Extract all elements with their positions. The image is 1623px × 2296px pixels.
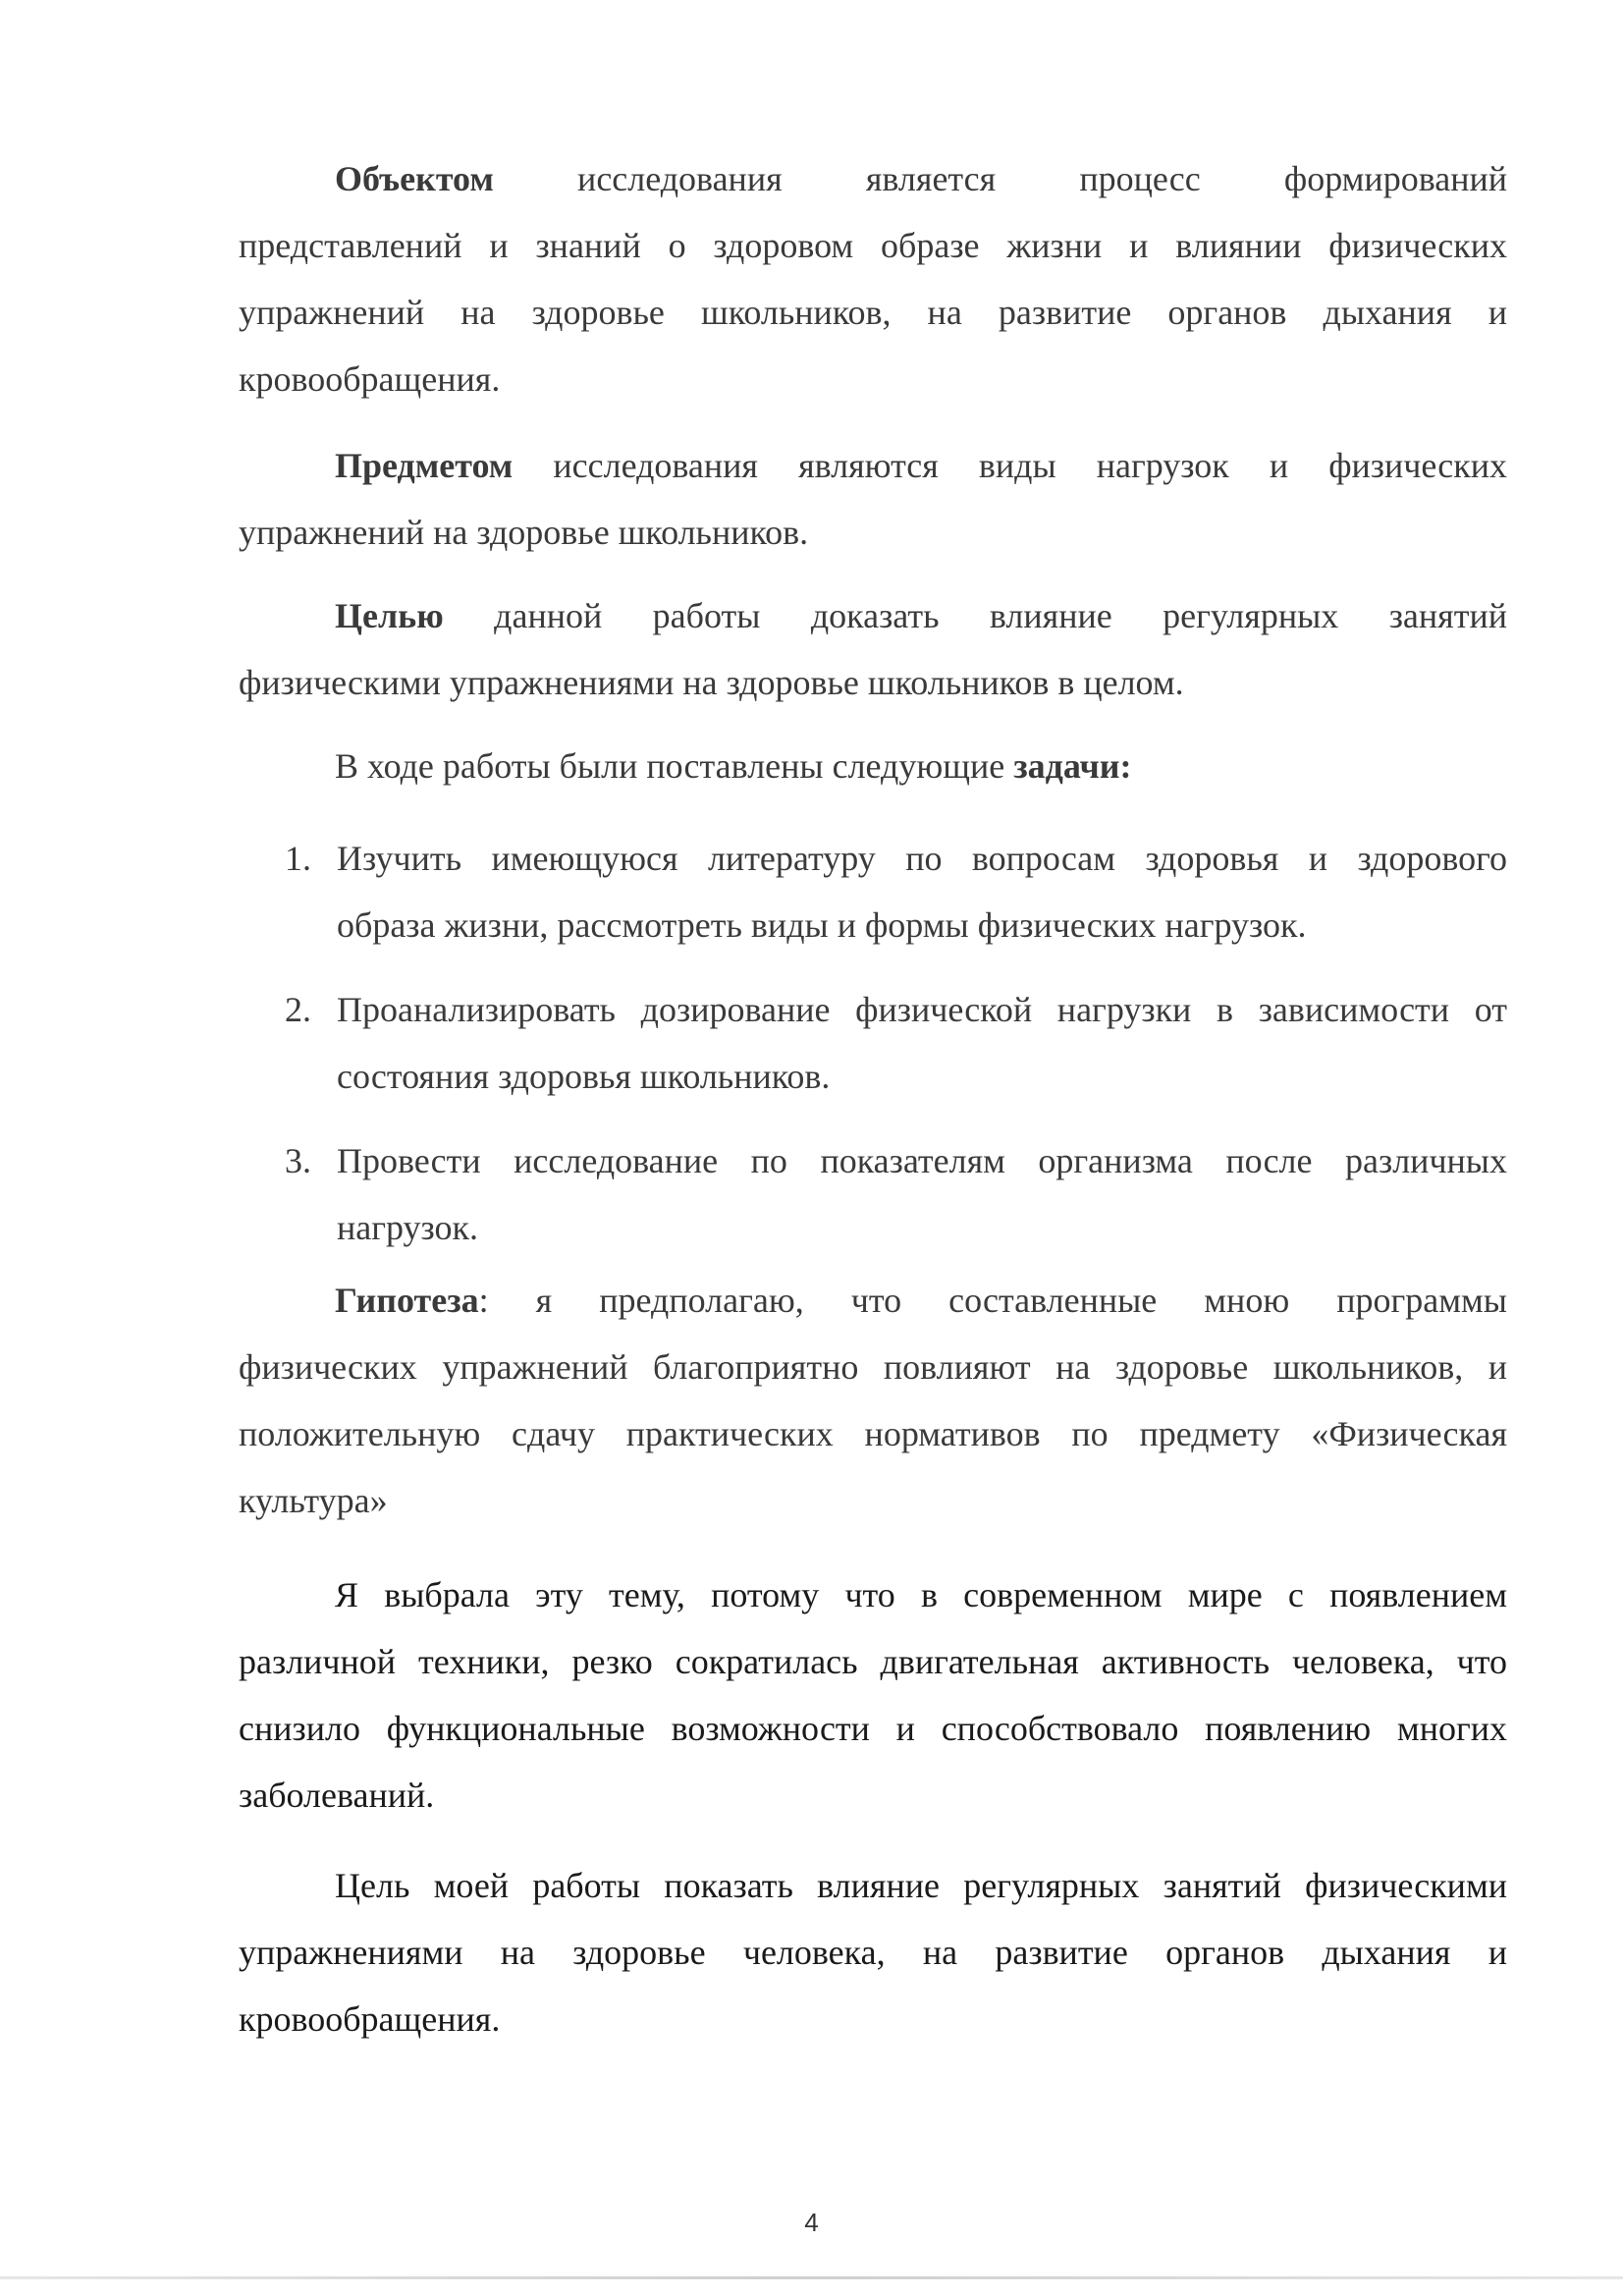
- subject-paragraph-text: упражнений на здоровье школьников.: [239, 513, 809, 552]
- page-number: 4: [804, 2208, 819, 2237]
- topic-paragraph-text: различной техники, резко сократилась двигательная активность человека, что снизило функциональные возможности и способствовало появлению многих заболеваний.: [239, 1642, 1507, 1815]
- task-number: 3.: [285, 1141, 311, 1180]
- task-item-2: [285, 976, 1507, 1110]
- task-text-line-1: Изучить имеющуюся литературу по вопросам здоровья и здорового: [337, 839, 1507, 878]
- subject-paragraph-first-line: [239, 432, 1507, 499]
- subject-first-line-text: исследования являются виды нагрузок и физических: [513, 446, 1507, 485]
- task-text: [337, 976, 1507, 1110]
- goal-first-line-text: данной работы доказать влияние регулярных занятий: [443, 596, 1507, 635]
- aim-paragraph-text: упражнениями на здоровье человека, на развитие органов дыхания и кровообращения.: [239, 1933, 1507, 2039]
- object-paragraph-first-line: [239, 145, 1507, 212]
- task-number: 1.: [285, 839, 311, 878]
- hypothesis-term: Гипотеза: [335, 1281, 479, 1320]
- task-item-1: [285, 825, 1507, 958]
- task-text-line-1: Проанализировать дозирование физической нагрузки в зависимости от: [337, 990, 1507, 1029]
- task-text: [337, 825, 1507, 958]
- object-paragraph: [239, 145, 1507, 412]
- goal-term: Целью: [335, 596, 444, 635]
- tasks-intro-line: [239, 733, 1507, 799]
- hypothesis-paragraph: [239, 1267, 1507, 1534]
- task-item-3: [285, 1127, 1507, 1261]
- task-text-rest: нагрузок.: [337, 1208, 479, 1247]
- hypothesis-paragraph-first-line: [239, 1267, 1507, 1334]
- task-text: [337, 1127, 1507, 1261]
- hypothesis-first-line-text: : я предполагаю, что составленные мною программы: [478, 1281, 1507, 1320]
- aim-paragraph-first-line: Цель моей работы показать влияние регулярных занятий физическими: [335, 1866, 1507, 1905]
- task-text-line-1: Провести исследование по показателям организма после различных: [337, 1141, 1507, 1180]
- tasks-intro: [239, 733, 1507, 799]
- object-term: Объектом: [335, 159, 494, 198]
- goal-paragraph: [239, 582, 1507, 716]
- task-number: 2.: [285, 990, 311, 1029]
- aim-paragraph: [239, 1852, 1507, 2052]
- task-text-rest: состояния здоровья школьников.: [337, 1057, 831, 1096]
- topic-paragraph: [239, 1561, 1507, 1829]
- goal-paragraph-text: физическими упражнениями на здоровье школьников в целом.: [239, 663, 1184, 702]
- subject-term: Предметом: [335, 446, 514, 485]
- tasks-term: задачи:: [1013, 746, 1132, 786]
- topic-paragraph-first-line: Я выбрала эту тему, потому что в современном мире с появлением: [335, 1575, 1507, 1614]
- task-text-rest: образа жизни, рассмотреть виды и формы физических нагрузок.: [337, 905, 1307, 945]
- object-first-line-text: исследования является процесс формирований: [493, 159, 1507, 198]
- object-paragraph-text: представлений и знаний о здоровом образе жизни и влиянии физических упражнений на здоровье школьников, на развитие органов дыхания и кровообращения.: [239, 226, 1507, 399]
- goal-paragraph-first-line: [239, 582, 1507, 649]
- hypothesis-paragraph-text: физических упражнений благоприятно повлияют на здоровье школьников, и положительную сдачу практических нормативов по предмету «Физическая культура»: [239, 1347, 1507, 1520]
- scan-edge-divider: [0, 2276, 1623, 2279]
- tasks-intro-text: В ходе работы были поставлены следующие: [335, 746, 1014, 786]
- subject-paragraph: [239, 432, 1507, 566]
